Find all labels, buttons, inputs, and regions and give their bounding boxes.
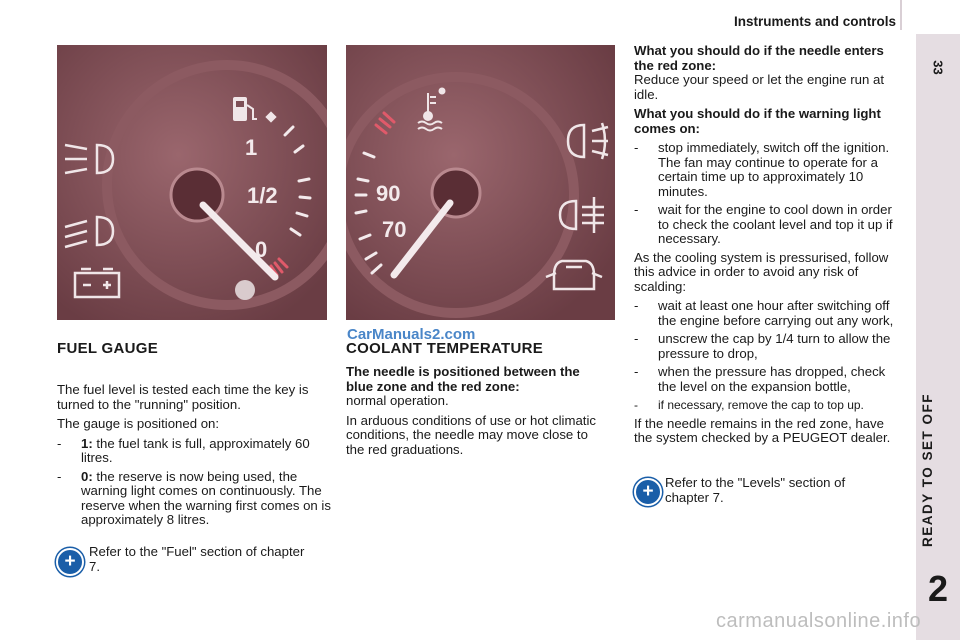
fuel-gauge-text xyxy=(57,383,332,532)
list-item: - when the pressure has dropped, check the level on the expansion bottle, xyxy=(634,364,886,394)
coolant-mark-70: 70 xyxy=(382,217,407,242)
watermark-text: CarManuals2.com xyxy=(347,326,476,343)
fuel-gauge-photo xyxy=(57,45,327,320)
chapter-title: READY TO SET OFF xyxy=(920,392,935,548)
dealer-paragraph: If the needle remains in the red zone, have the system checked by a PEUGEOT dealer. xyxy=(634,415,891,445)
pressurised-paragraph: As the cooling system is pressurised, follow this advice in order to avoid any risk of scalding: xyxy=(634,249,889,294)
footer-watermark: carmanualsonline.info xyxy=(716,610,922,632)
coolant-heading: COOLANT TEMPERATURE xyxy=(346,340,544,357)
levels-reference-note: Refer to the "Levels" section of chapter 7. xyxy=(665,475,846,505)
fuel-mark-full: 1 xyxy=(245,135,258,160)
coolant-mark-90: 90 xyxy=(376,181,401,206)
list-item: - if necessary, remove the cap to top up. xyxy=(634,398,864,412)
coolant-paragraph-2: In arduous conditions of use or hot climatic conditions, the needle may move close to the red graduations. xyxy=(346,412,596,457)
more-info-plus-icon: + xyxy=(56,548,84,576)
chapter-number: 2 xyxy=(927,568,949,609)
fuel-paragraph-1: The fuel level is tested each time the key is turned to the "running" position. xyxy=(57,382,309,412)
more-info-plus-icon: + xyxy=(634,478,662,506)
list-item: - 1: the fuel tank is full, approximately 60 litres. xyxy=(57,435,310,465)
scalding-advice-list xyxy=(634,299,904,413)
list-item: - unscrew the cap by 1/4 turn to allow the pressure to drop, xyxy=(634,331,891,361)
list-item: - wait at least one hour after switching off the engine before carrying out any work, xyxy=(634,298,894,328)
fuel-mark-empty: 0 xyxy=(255,237,268,262)
fuel-reference-note: Refer to the "Fuel" section of chapter 7. xyxy=(89,544,305,574)
fuel-mark-half: 1/2 xyxy=(247,183,278,208)
header-divider xyxy=(900,0,902,30)
list-item: - 0: the reserve is now being used, the warning light comes on continuously. The reserve when the warning first comes on is approximately 8 litres. xyxy=(57,468,331,527)
fuel-gauge-heading: FUEL GAUGE xyxy=(57,340,159,357)
warning-light-list xyxy=(634,141,904,247)
list-item: - wait for the engine to cool down in order to check the coolant level and top it up if necessary. xyxy=(634,202,893,246)
red-zone-paragraph: Reduce your speed or let the engine run at idle. xyxy=(634,72,884,102)
fuel-positions-list xyxy=(57,437,332,528)
page-header-title: Instruments and controls xyxy=(733,14,896,29)
page-number: 33 xyxy=(930,60,946,75)
warning-light-heading: What you should do if the warning light comes on: xyxy=(634,106,881,136)
coolant-bold-intro: The needle is positioned between the blue zone and the red zone: xyxy=(346,364,580,394)
coolant-advice-text xyxy=(634,44,904,446)
red-zone-heading: What you should do if the needle enters the red zone: xyxy=(634,43,884,73)
list-item: - stop immediately, switch off the ignition. The fan may continue to operate for a certain time up to approximately 10 minutes. xyxy=(634,140,890,199)
coolant-gauge-photo xyxy=(346,45,615,320)
coolant-paragraph-1: normal operation. xyxy=(346,393,449,408)
fuel-paragraph-2: The gauge is positioned on: xyxy=(57,416,220,431)
coolant-text xyxy=(346,365,606,457)
